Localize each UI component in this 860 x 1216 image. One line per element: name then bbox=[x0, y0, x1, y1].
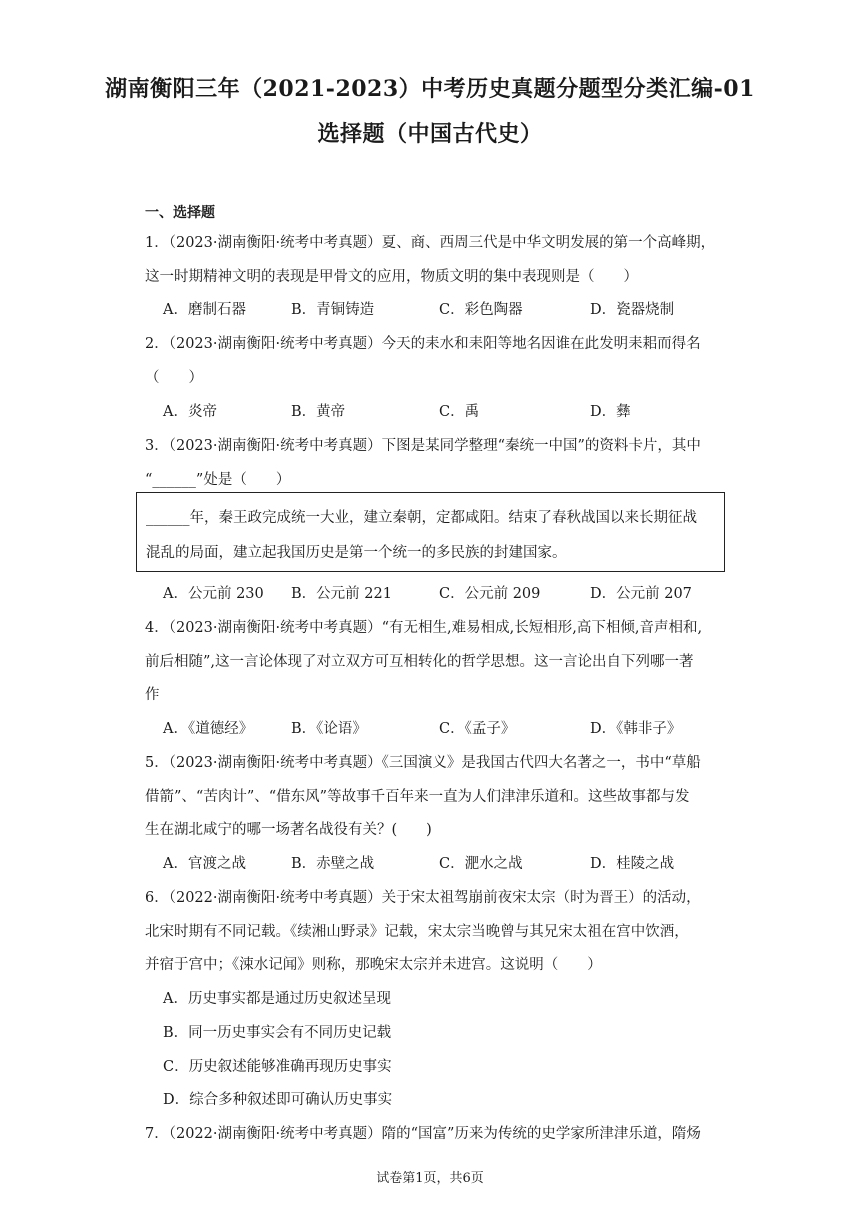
document-title-line-1: 湖南衡阳三年（2021-2023）中考历史真题分题型分类汇编-01 bbox=[105, 76, 755, 102]
option-d: D．《韩非子》 bbox=[590, 721, 682, 737]
option-c: C．公元前 209 bbox=[439, 586, 541, 602]
option-b: B．同一历史事实会有不同历史记载 bbox=[163, 1025, 392, 1041]
question-4-line-1: 4．（2023·湖南衡阳·统考中考真题）“有无相生,难易相成,长短相形,高下相倾,音声相和, bbox=[145, 620, 703, 636]
question-1-line-2: 这一时期精神文明的表现是甲骨文的应用，物质文明的集中表现则是（ ） bbox=[145, 269, 638, 285]
question-7-line-1: 7．（2022·湖南衡阳·统考中考真题）隋的“国富”历来为传统的史学家所津津乐道，隋炀 bbox=[145, 1126, 701, 1142]
option-a: A．公元前 230 bbox=[163, 586, 264, 602]
question-5-line-1: 5．（2023·湖南衡阳·统考中考真题）《三国演义》是我国古代四大名著之一，书中“草船 bbox=[145, 755, 701, 771]
question-6-line-1: 6．（2022·湖南衡阳·统考中考真题）关于宋太祖驾崩前夜宋太宗（时为晋王）的活动， bbox=[145, 890, 701, 906]
option-d: D．综合多种叙述即可确认历史事实 bbox=[163, 1092, 393, 1108]
option-c: C．历史叙述能够准确再现历史事实 bbox=[163, 1059, 392, 1075]
option-c: C．禹 bbox=[439, 404, 480, 420]
question-3-options bbox=[163, 582, 733, 604]
question-2-line-1: 2．（2023·湖南衡阳·统考中考真题）今天的耒水和耒阳等地名因谁在此发明耒耜而得名 bbox=[145, 336, 701, 352]
option-d: D．公元前 207 bbox=[590, 586, 692, 602]
question-5-line-2: 借箭”、“苦肉计”、“借东风”等故事千百年来一直为人们津津乐道和。这些故事都与发 bbox=[145, 789, 690, 805]
question-5-options bbox=[163, 852, 733, 874]
option-a: A．官渡之战 bbox=[163, 856, 246, 872]
info-card bbox=[136, 492, 725, 572]
option-c: C．彩色陶器 bbox=[439, 302, 523, 318]
option-b: B．青铜铸造 bbox=[291, 302, 375, 318]
option-c: C．淝水之战 bbox=[439, 856, 523, 872]
option-d: D．彝 bbox=[590, 404, 631, 420]
document-title-line-2: 选择题（中国古代史） bbox=[317, 121, 543, 147]
question-5-line-3: 生在湖北咸宁的哪一场著名战役有关？( ) bbox=[145, 822, 432, 838]
option-b: B．《论语》 bbox=[291, 721, 367, 737]
option-b: B．公元前 221 bbox=[291, 586, 392, 602]
option-d: D．桂陵之战 bbox=[590, 856, 675, 872]
question-4-line-3: 作 bbox=[145, 687, 160, 703]
option-a: A．磨制石器 bbox=[163, 302, 246, 318]
option-a: A．历史事实都是通过历史叙述呈现 bbox=[163, 991, 391, 1007]
question-1-options bbox=[163, 298, 733, 320]
page-footer: 试卷第1页，共6页 bbox=[376, 1171, 484, 1186]
question-4-line-2: 前后相随”,这一言论体现了对立双方可互相转化的哲学思想。这一言论出自下列哪一著 bbox=[145, 654, 694, 670]
question-3-line-1: 3．（2023·湖南衡阳·统考中考真题）下图是某同学整理“秦统一中国”的资料卡片，其中 bbox=[145, 438, 701, 454]
option-b: B．赤壁之战 bbox=[291, 856, 375, 872]
question-6-line-3: 并宿于宫中；《涑水记闻》则称，那晚宋太宗并未进宫。这说明（ ） bbox=[145, 957, 602, 973]
info-card-line-1: ______年，秦王政完成统一大业，建立秦朝，定都咸阳。结束了春秋战国以来长期征战 bbox=[146, 510, 697, 526]
question-2-line-2: （ ） bbox=[145, 370, 203, 386]
option-a: A．《道德经》 bbox=[163, 721, 254, 737]
question-4-options bbox=[163, 717, 733, 739]
option-a: A．炎帝 bbox=[163, 404, 217, 420]
section-heading: 一、选择题 bbox=[145, 205, 215, 221]
question-1-line-1: 1．（2023·湖南衡阳·统考中考真题）夏、商、西周三代是中华文明发展的第一个高峰期， bbox=[145, 235, 716, 251]
option-c: C．《孟子》 bbox=[439, 721, 516, 737]
option-d: D．瓷器烧制 bbox=[590, 302, 675, 318]
question-6-line-2: 北宋时期有不同记载。《续湘山野录》记载，宋太宗当晚曾与其兄宋太祖在宫中饮酒， bbox=[145, 924, 689, 940]
info-card-line-2: 混乱的局面，建立起我国历史是第一个统一的多民族的封建国家。 bbox=[146, 545, 567, 561]
option-b: B．黄帝 bbox=[291, 404, 346, 420]
question-3-line-2: “______”处是（ ） bbox=[145, 472, 291, 488]
question-2-options bbox=[163, 400, 733, 422]
